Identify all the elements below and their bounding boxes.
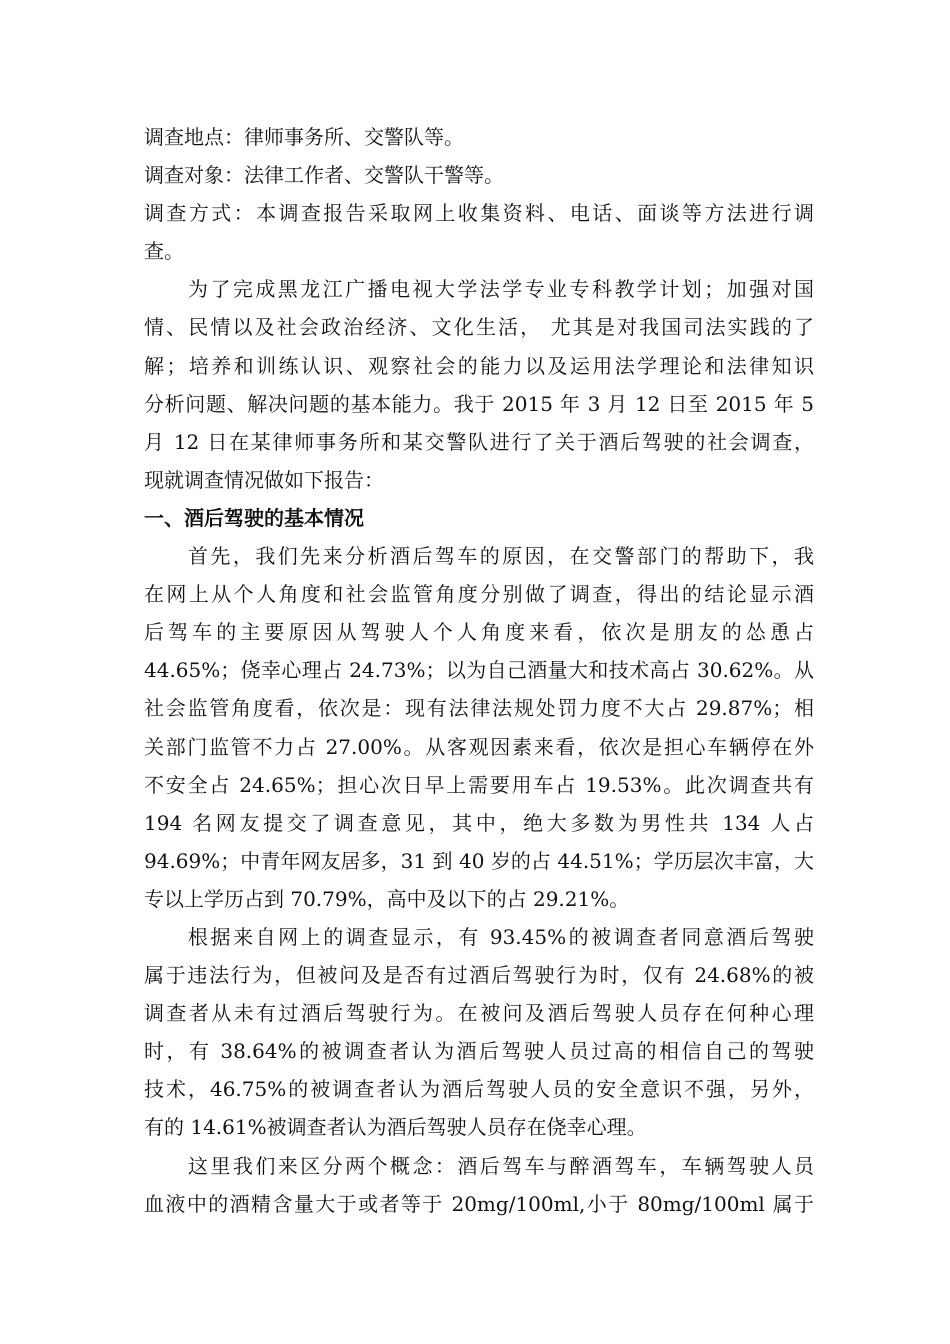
text-line: 社会监管角度看，依次是：现有法律法规处罚力度不大占 29.87%；相: [144, 696, 814, 721]
text-line: 调查者从未有过酒后驾驶行为。在被问及酒后驾驶人员存在何种心理: [144, 1001, 814, 1026]
text-line: 这里我们来区分两个概念：酒后驾车与醉酒驾车，车辆驾驶人员: [188, 1153, 814, 1178]
text-line: 解；培养和训练认识、观察社会的能力以及运用法学理论和法律知识: [144, 353, 814, 378]
text-line: 94.69%；中青年网友居多，31 到 40 岁的占 44.51%；学历层次丰富，大: [144, 848, 814, 873]
text-line: 技术，46.75%的被调查者认为酒后驾驶人员的安全意识不强，另外，: [144, 1077, 814, 1102]
text-line: 调查方式：本调查报告采取网上收集资料、电话、面谈等方法进行调: [144, 201, 814, 226]
survey-subjects: 调查对象：法律工作者、交警队干警等。: [144, 163, 504, 188]
text-line: 后驾车的主要原因从驾驶人个人角度来看，依次是朋友的怂恿占: [144, 620, 814, 645]
causes-paragraph: [144, 537, 814, 918]
text-line: 现就调查情况做如下报告：: [144, 467, 384, 492]
text-line: 查。: [144, 239, 184, 264]
text-line: 属于违法行为，但被问及是否有过酒后驾驶行为时，仅有 24.68%的被: [144, 963, 814, 988]
text-line: 首先，我们先来分析酒后驾车的原因，在交警部门的帮助下，我: [188, 544, 814, 569]
intro-paragraph: [144, 270, 814, 499]
text-line: 血液中的酒精含量大于或者等于 20mg/100ml,小于 80mg/100ml 属于: [144, 1191, 814, 1216]
text-line: 关部门监管不力占 27.00%。从客观因素来看，依次是担心车辆停在外: [144, 734, 814, 759]
text-line: 在网上从个人角度和社会监管角度分别做了调查，得出的结论显示酒: [144, 582, 814, 607]
text-line: 分析问题、解决问题的基本能力。我于 2015 年 3 月 12 日至 2015 年 5: [144, 391, 814, 416]
section-heading: 一、酒后驾驶的基本情况: [144, 505, 364, 530]
text-line: 月 12 日在某律师事务所和某交警队进行了关于酒后驾驶的社会调查，: [144, 429, 814, 454]
concepts-paragraph: [144, 1147, 814, 1223]
text-line: 情、民情以及社会政治经济、文化生活， 尤其是对我国司法实践的了: [144, 315, 814, 340]
text-line: 有的 14.61%被调查者认为酒后驾驶人员存在侥幸心理。: [144, 1115, 647, 1140]
text-line: 为了完成黑龙江广播电视大学法学专业专科教学计划；加强对国: [188, 277, 814, 302]
text-line: 194 名网友提交了调查意见，其中，绝大多数为男性共 134 人占: [144, 810, 814, 835]
text-line: 44.65%；侥幸心理占 24.73%；以为自己酒量大和技术高占 30.62%。从: [144, 658, 814, 683]
text-line: 不安全占 24.65%；担心次日早上需要用车占 19.53%。此次调查共有: [144, 772, 814, 797]
survey-location: 调查地点：律师事务所、交警队等。: [144, 125, 464, 149]
document-body: [144, 118, 814, 1223]
survey-method: [144, 194, 814, 270]
text-line: 专以上学历占到 70.79%，高中及以下的占 29.21%。: [144, 886, 630, 911]
text-line: 根据来自网上的调查显示，有 93.45%的被调查者同意酒后驾驶: [188, 924, 814, 949]
text-line: 时，有 38.64%的被调查者认为酒后驾驶人员过高的相信自己的驾驶: [144, 1039, 814, 1064]
survey-results-paragraph: [144, 918, 814, 1147]
